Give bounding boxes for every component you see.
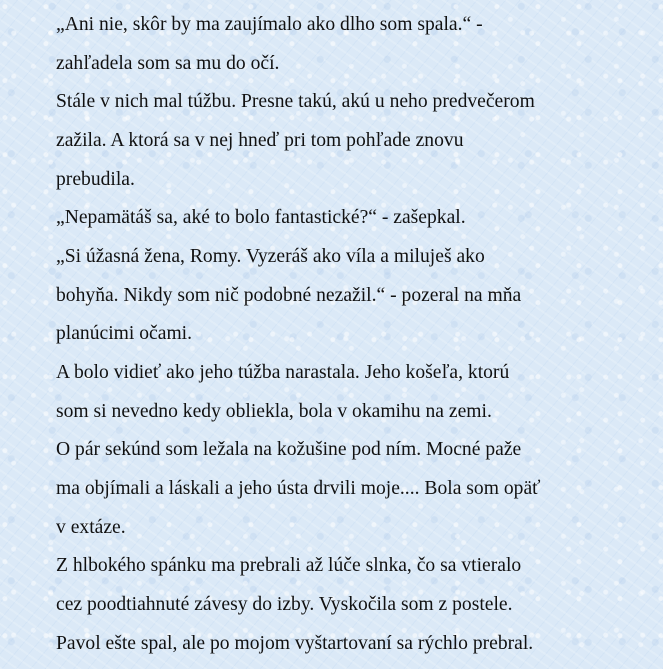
text-line: bohyňa. Nikdy som nič podobné nezažil.“ - pozeral na mňa	[56, 284, 522, 306]
text-line: v extáze.	[56, 516, 126, 538]
text-line: cez poodtiahnuté závesy do izby. Vyskočila som z postele.	[56, 593, 513, 615]
text-line: ma objímali a láskali a jeho ústa drvili moje.... Bola som opäť	[56, 477, 541, 499]
text-line: A bolo vidieť ako jeho túžba narastala. Jeho košeľa, ktorú	[56, 361, 510, 383]
text-line: planúcimi očami.	[56, 323, 193, 345]
text-line: zažila. A ktorá sa v nej hneď pri tom pohľade znovu	[56, 129, 464, 151]
story-text	[56, 6, 541, 663]
text-line: zahľadela som sa mu do očí.	[56, 52, 280, 74]
text-line: O pár sekúnd som ležala na kožušine pod ním. Mocné paže	[56, 439, 522, 461]
text-line: Stále v nich mal túžbu. Presne takú, akú u neho predvečerom	[56, 91, 535, 113]
text-line: Z hlbokého spánku ma prebrali až lúče slnka, čo sa vtieralo	[56, 555, 522, 577]
text-line: Pavol ešte spal, ale po mojom vyštartovaní sa rýchlo prebral.	[56, 632, 534, 654]
text-line: prebudila.	[56, 168, 135, 190]
text-line: som si nevedno kedy obliekla, bola v okamihu na zemi.	[56, 400, 492, 422]
text-line: „Nepamätáš sa, aké to bolo fantastické?“ - zašepkal.	[56, 207, 466, 229]
text-line: „Ani nie, skôr by ma zaujímalo ako dlho som spala.“ -	[56, 14, 483, 35]
text-line: „Si úžasná žena, Romy. Vyzeráš ako víla a miluješ ako	[56, 245, 485, 267]
